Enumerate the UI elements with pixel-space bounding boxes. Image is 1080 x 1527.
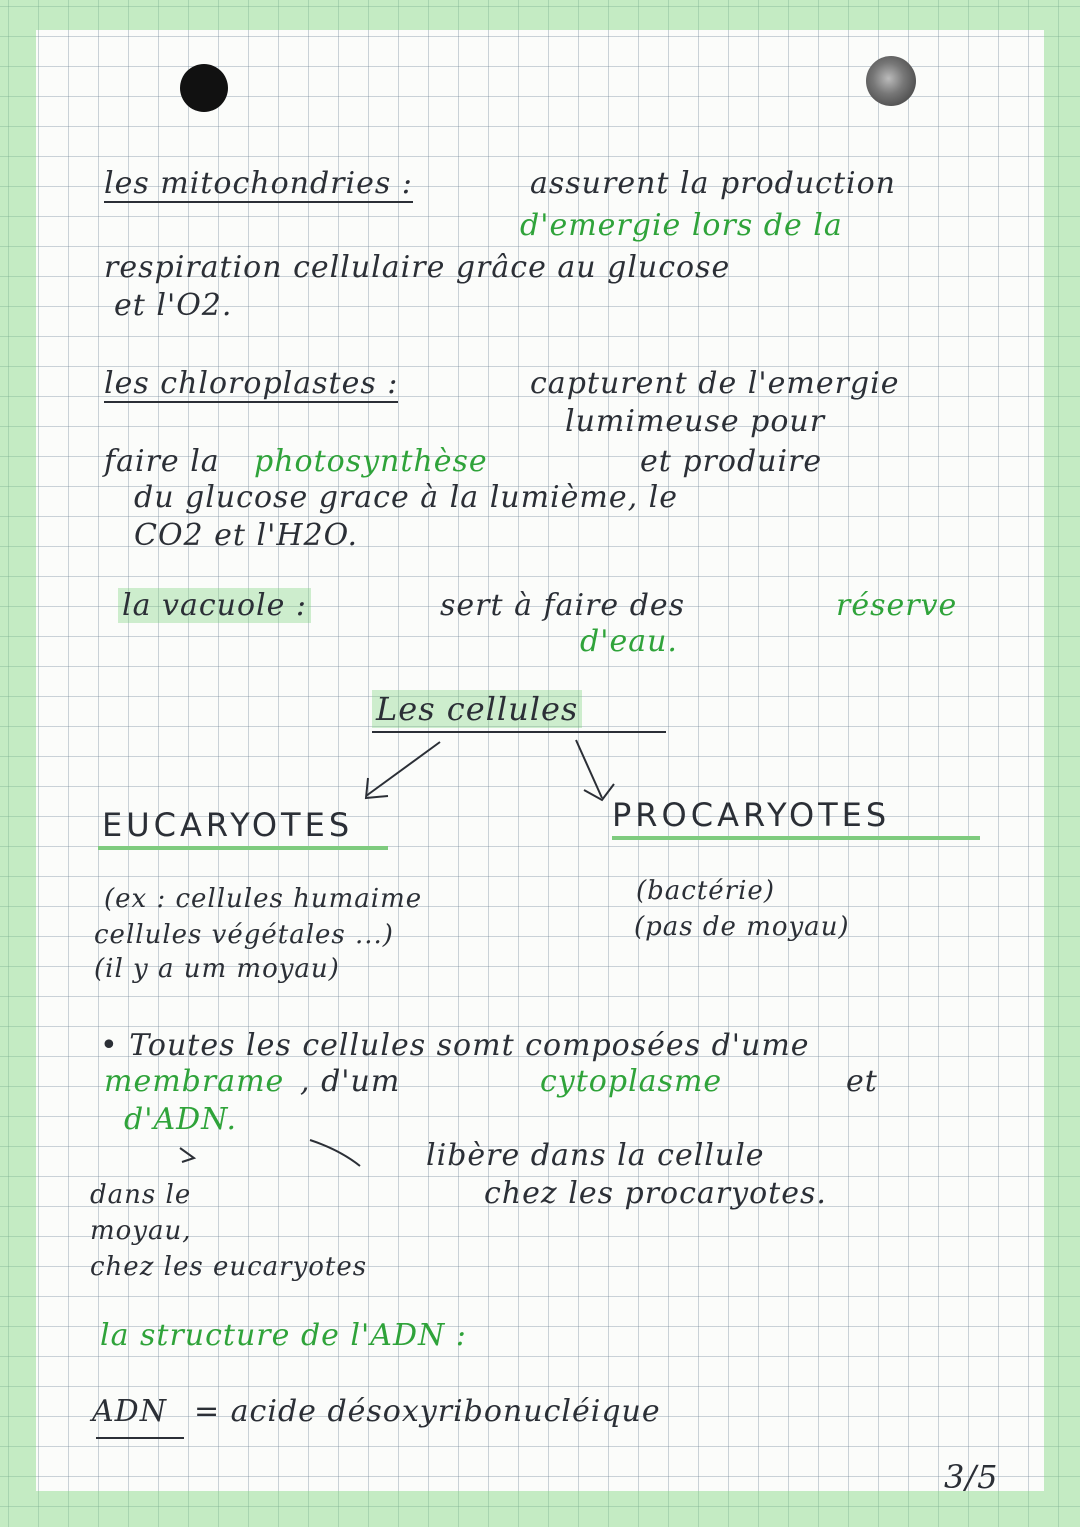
adn-definition: = acide désoxyribonucléique bbox=[194, 1394, 661, 1429]
prokaryotes-desc1: (bactérie) bbox=[636, 876, 775, 906]
mito-line3: respiration cellulaire grâce au glucose bbox=[104, 250, 731, 285]
eukaryotes-desc3: (il y a um moyau) bbox=[94, 954, 340, 984]
adn-prokaryote-note1: libère dans la cellule bbox=[426, 1138, 765, 1173]
vacuole-line1b: réserve bbox=[836, 588, 958, 623]
chloro-line3c: et produire bbox=[640, 444, 823, 479]
composition-line2b: , d'um bbox=[300, 1064, 401, 1099]
eukaryotes-desc1: (ex : cellules humaime bbox=[104, 884, 423, 914]
eukaryotes-desc2: cellules végétales ...) bbox=[94, 920, 394, 950]
mito-label: les mitochondries : bbox=[104, 166, 413, 201]
arrow-adn-left bbox=[180, 1148, 194, 1162]
chloro-line1: capturent de l'emergie bbox=[530, 366, 900, 401]
mito-line4: et l'O2. bbox=[114, 288, 233, 323]
vacuole-line2: d'eau. bbox=[580, 624, 678, 659]
prokaryotes-title: PROCARYOTES bbox=[612, 796, 891, 834]
composition-membrane: membrame bbox=[104, 1064, 285, 1099]
chloro-line5: CO2 et l'H2O. bbox=[134, 518, 358, 553]
structure-title: la structure de l'ADN : bbox=[100, 1318, 467, 1353]
composition-line1: • Toutes les cellules somt composées d'ume bbox=[100, 1028, 810, 1063]
vacuole-label: la vacuole : bbox=[118, 588, 311, 623]
page-number: 3/5 bbox=[944, 1458, 999, 1496]
cells-title: Les cellules bbox=[372, 690, 582, 728]
chloro-line3b: photosynthèse bbox=[254, 444, 488, 479]
composition-adn: d'ADN. bbox=[124, 1102, 238, 1137]
mito-line2: d'emergie lors de la bbox=[520, 208, 843, 243]
adn-eukaryote-note3: chez les eucaryotes bbox=[90, 1252, 368, 1282]
adn-eukaryote-note1: dans le bbox=[90, 1180, 192, 1210]
mito-line1: assurent la production bbox=[530, 166, 896, 201]
chloro-line3a: faire la bbox=[104, 444, 220, 479]
vacuole-line1a: sert à faire des bbox=[440, 588, 686, 623]
prokaryotes-desc2: (pas de moyau) bbox=[634, 912, 850, 942]
arrow-adn-right bbox=[310, 1140, 360, 1166]
composition-line2d: et bbox=[846, 1064, 878, 1099]
composition-cytoplasm: cytoplasme bbox=[540, 1064, 723, 1099]
adn-eukaryote-note2: moyau, bbox=[90, 1216, 192, 1246]
chloro-line4: du glucose grace à la lumième, le bbox=[134, 480, 679, 515]
adn-abbreviation: ADN bbox=[92, 1394, 167, 1429]
arrow-to-eukaryotes bbox=[366, 742, 440, 796]
chloro-label: les chloroplastes : bbox=[104, 366, 399, 401]
eukaryotes-title: EUCARYOTES bbox=[102, 806, 354, 844]
adn-prokaryote-note2: chez les procaryotes. bbox=[484, 1176, 827, 1211]
arrow-to-prokaryotes bbox=[576, 740, 602, 798]
chloro-line2: lumimeuse pour bbox=[565, 404, 826, 439]
